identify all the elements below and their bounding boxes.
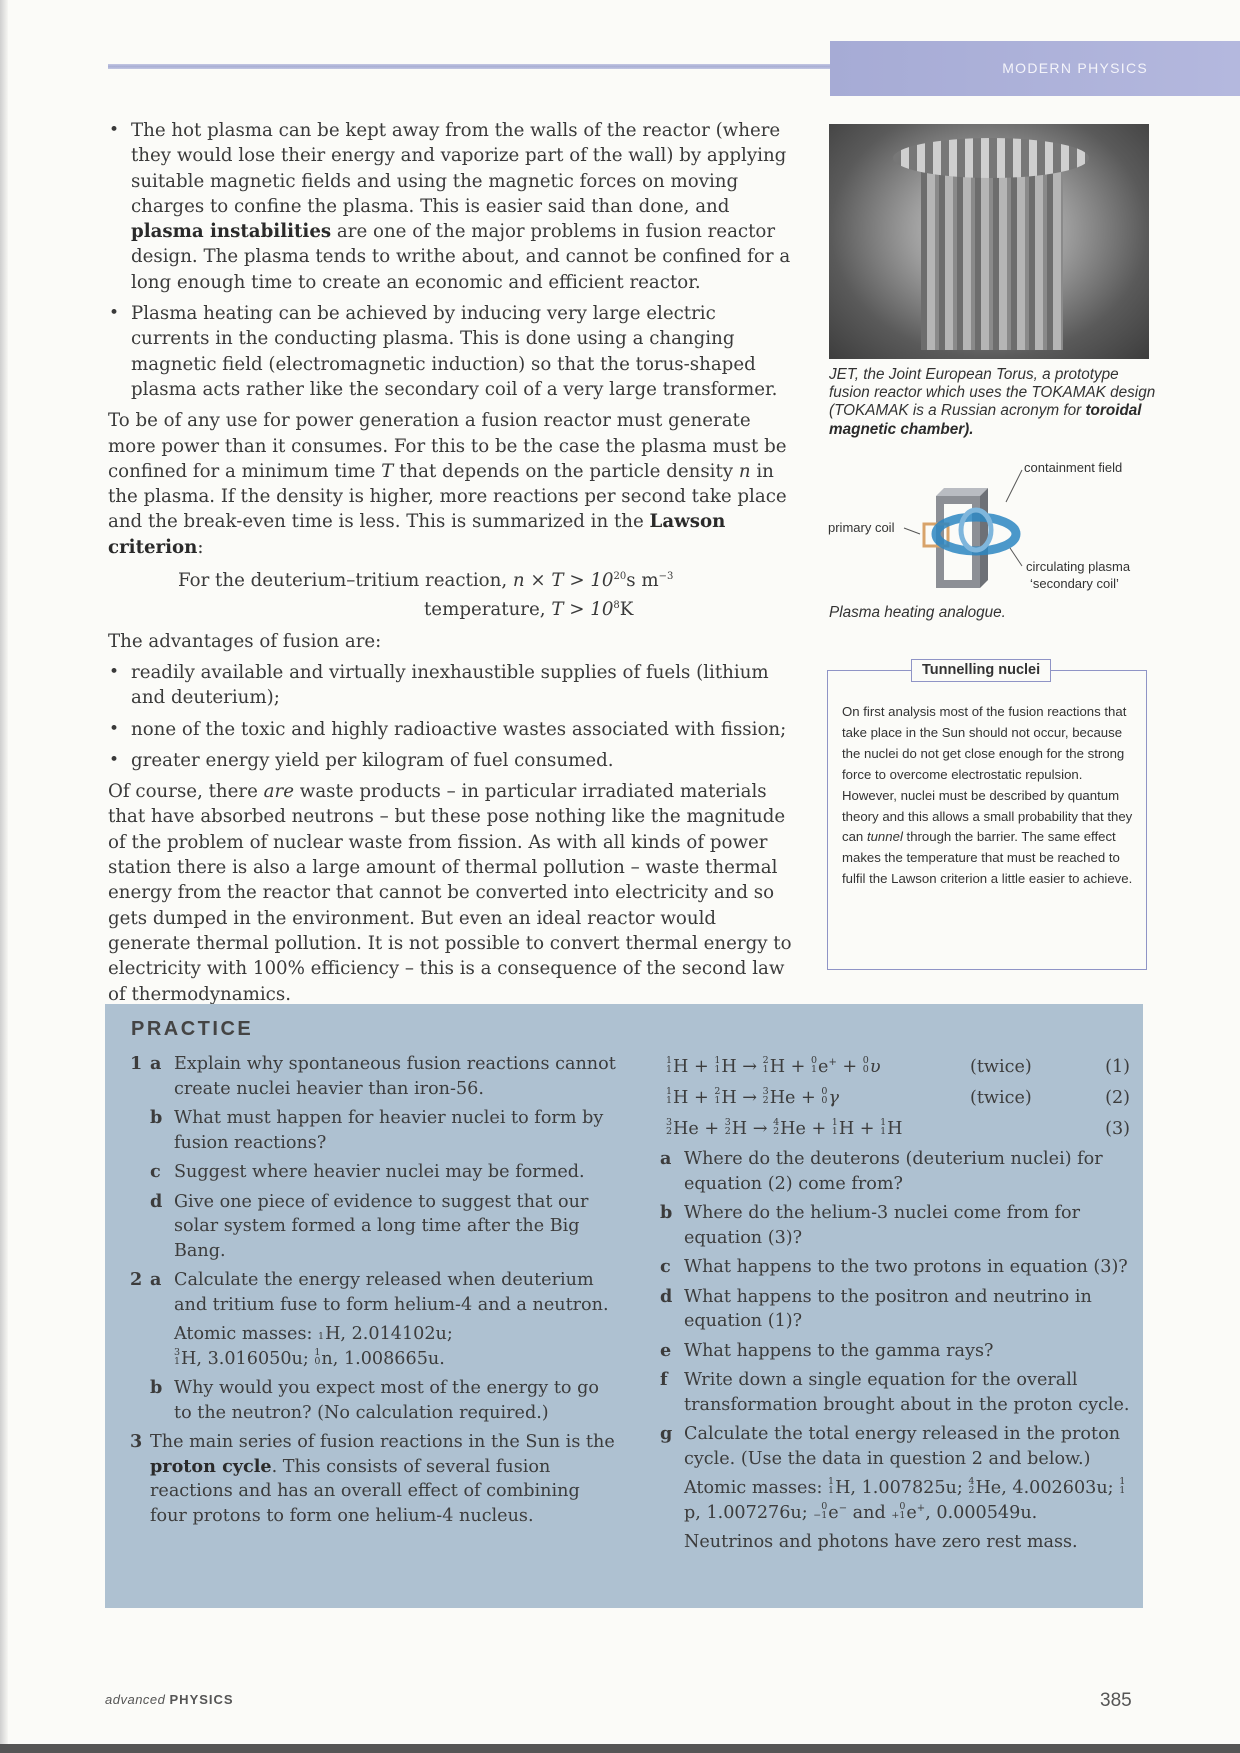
page-number: 385 [1100, 1690, 1132, 1711]
containment-pointer [1006, 470, 1022, 502]
question-3g: g Calculate the total energy released in the proton cycle. (Use the data in question 2 and below.) [660, 1423, 1121, 1469]
question-1d: d Give one piece of evidence to suggest that our solar system formed a long time after the Big Bang. [150, 1190, 589, 1261]
list-item: • readily available and virtually inexhaustible supplies of fuels (lithium and deuterium); [108, 660, 794, 711]
waste-paragraph: Of course, there are waste products – in particular irradiated materials that have absorbed neutrons – but these pose nothing like the magnitude of the problem of nuclear waste from fission. As with all kinds of power station there is also a large amount of thermal pollution – waste thermal energy from the reactor that cannot be converted into electricity and so gets dumped in the environment. But even an ideal reactor would generate thermal pollution. It is not possible to convert thermal energy to electricity with 100% efficiency – this is a consequence of the second law of thermodynamics. [108, 781, 792, 1005]
question-3a: a Where do the deuterons (deuterium nuclei) for equation (2) come from? [660, 1148, 1103, 1194]
question-3c: c What happens to the two protons in equation (3)? [660, 1256, 1128, 1277]
question-1c: c Suggest where heavier nuclei may be formed. [150, 1161, 585, 1182]
secondary-coil-label: ‘secondary coil’ [1030, 576, 1119, 591]
tunnelling-box [827, 662, 1147, 970]
advantages-intro: The advantages of fusion are: [108, 630, 382, 652]
formula-density-time: For the deuterium–tritium reaction, $n \times T > 10^{20}s$ $m^{-3}$ [178, 570, 674, 592]
core-top [936, 488, 988, 496]
lawson-paragraph: To be of any use for power generation a fusion reactor must generate more power than it consumes. For this to be the case the plasma must be confined for a minimum time T that depends on the particle density n in the plasma. If the density is higher, more reactions per second take place and the break-even time is less. This is summarized in the Lawson criterion: [108, 410, 787, 558]
proton-cycle-equation-3: 3 2 He + 3 2 H → 4 2 He + 1 1 H + 1 1 H (3) [666, 1117, 1130, 1140]
tunnelling-title: Tunnelling nuclei [911, 659, 1051, 682]
list-item: • Plasma heating can be achieved by inducing very large electric currents in the conducting plasma. This is done using a changing magnetic field (electromagnetic induction) so that the torus-shaped plasma acts rather like the secondary coil of a very large transformer. [108, 301, 794, 402]
main-text-column [108, 118, 794, 1007]
jet-photo [829, 124, 1149, 359]
primary-coil-label: primary coil [828, 520, 895, 535]
diagram-caption: Plasma heating analogue. [829, 604, 1006, 621]
question-3: 3 The main series of fusion reactions in the Sun is the proton cycle. This consists of several fusion reactions and has an overall effect of combining four protons to form one helium-4 nucleus. [130, 1431, 615, 1526]
question-3g-note: Neutrinos and photons have zero rest mass. [684, 1532, 1078, 1552]
lawson-formulas [108, 568, 794, 623]
question-3g-masses: Atomic masses: 1 1 H, 1.007825u; 4 2 He, 4.002603u; 1 1 p, 1.007276u; 0 −1 e− and 0 +1 e+, 0.000549u. [684, 1476, 1126, 1523]
question-2b: b Why would you expect most of the energy to go to the neutron? (No calculation required.) [150, 1377, 599, 1423]
footer-brand: advanced PHYSICS [105, 1692, 234, 1707]
plasma-pointer [1010, 548, 1022, 566]
plasma-bullets [108, 118, 794, 402]
header-rule [108, 64, 830, 69]
bottom-edge [0, 1744, 1240, 1753]
proton-cycle-equation-1: 1 1 H + 1 1 H → 2 1 H + 0 1 e+ + 0 0 υ (twice) (1) [666, 1055, 1130, 1078]
photo-caption: JET, the Joint European Torus, a prototype fusion reactor which uses the TOKAMAK design (TOKAMAK is a Russian acronym for toroidal magnetic chamber). [829, 366, 1156, 438]
question-3f: f Write down a single equation for the overall transformation brought about in the proton cycle. [660, 1369, 1130, 1415]
list-item: • The hot plasma can be kept away from the walls of the reactor (where they would lose their energy and vaporize part of the wall) by applying suitable magnetic fields and using the magnetic forces on moving charges to confine the plasma. This is easier said than done, and plasma instabilities are one of the major problems in fusion reactor design. The plasma tends to writhe about, and cannot be confined for a long enough time to create an economic and efficient reactor. [108, 118, 794, 295]
proton-cycle-equation-2: 1 1 H + 2 1 H → 3 2 He + 0 0 γ (twice) (2) [666, 1086, 1130, 1109]
question-3e: e What happens to the gamma rays? [660, 1339, 994, 1361]
question-2a: 2 a Calculate the energy released when deuterium and tritium fuse to form helium-4 and a neutron. [130, 1269, 609, 1315]
list-item: • greater energy yield per kilogram of fuel consumed. [108, 748, 794, 773]
tunnelling-text: On first analysis most of the fusion reactions that take place in the Sun should not occur, because the nuclei do not get close enough for the strong force to overcome electrostatic repulsion. However, nuclei must be described by quantum theory and this allows a small probability that they can tunnel through the barrier. The same effect makes the temperature that must be reached to fulfil the Lawson criterion a little easier to achieve. [842, 704, 1133, 887]
question-1b: b What must happen for heavier nuclei to form by fusion reactions? [150, 1107, 604, 1153]
advantages-list [108, 660, 794, 773]
vessel-shape [921, 160, 1063, 350]
practice-left-column [130, 1052, 616, 1533]
formula-temperature: temperature, $T > 10^8K$ [424, 599, 634, 621]
question-2-masses: Atomic masses: 1 H, 2.014102u; 3 1 H, 3.016050u; 1 0 n, 1.008665u. [174, 1324, 453, 1369]
vessel-top-shape [893, 138, 1089, 178]
practice-panel [105, 1004, 1143, 1608]
plasma-label: circulating plasma [1026, 559, 1131, 574]
practice-right-column [660, 1052, 1130, 1560]
question-1a: 1 a Explain why spontaneous fusion reactions cannot create nuclei heavier than iron-56. [130, 1053, 616, 1099]
plasma-heating-diagram [826, 458, 1146, 598]
page-edge-shadow [0, 0, 8, 1753]
containment-label: containment field [1024, 460, 1123, 475]
list-item: • none of the toxic and highly radioactive wastes associated with fission; [108, 717, 794, 742]
primary-pointer [904, 528, 920, 534]
core-side [980, 488, 988, 588]
section-title: MODERN PHYSICS [1002, 60, 1148, 76]
question-3b: b Where do the helium-3 nuclei come from for equation (3)? [660, 1202, 1081, 1248]
question-3d: d What happens to the positron and neutrino in equation (1)? [660, 1285, 1092, 1331]
practice-title: PRACTICE [131, 1018, 254, 1040]
